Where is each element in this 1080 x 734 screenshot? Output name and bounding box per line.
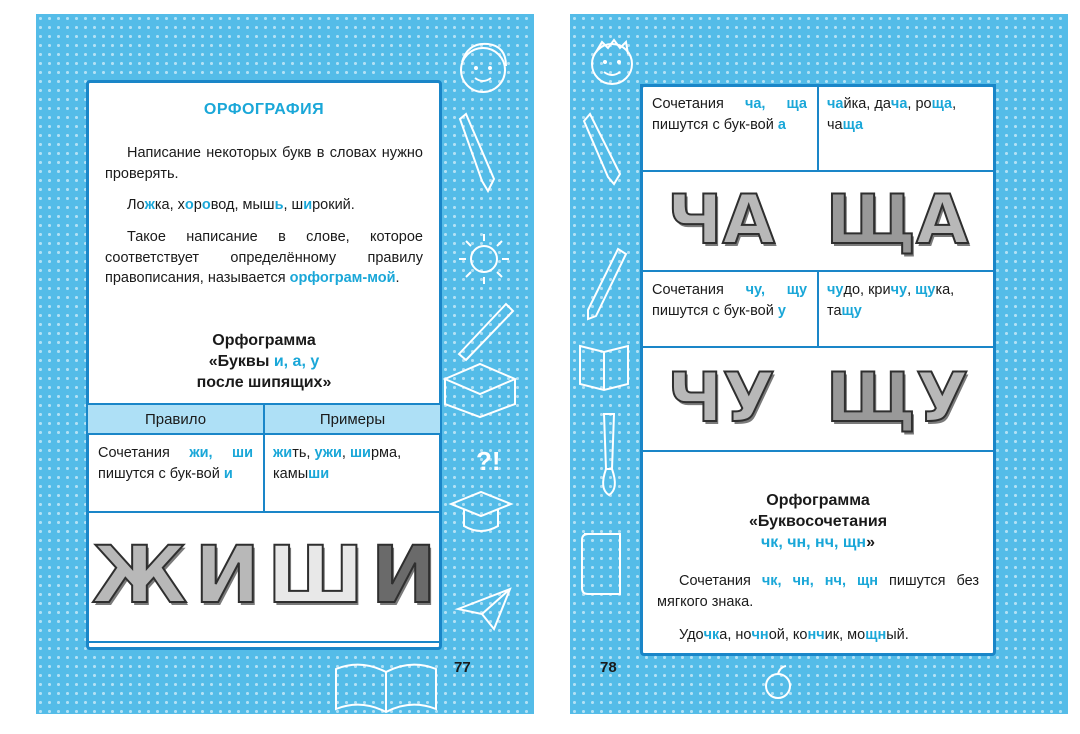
- scroll-doodle: [574, 524, 634, 604]
- pen-doodle: [580, 109, 630, 189]
- apple-doodle: [758, 662, 798, 702]
- pencil-doodle: [582, 244, 632, 324]
- letters-illustration: [642, 348, 994, 448]
- letter-figure: У: [916, 358, 969, 438]
- letter-figure: Ж: [91, 531, 188, 621]
- illustration-cell: [641, 347, 995, 451]
- letter-figure: Щ: [825, 180, 916, 260]
- letter-figure: А: [722, 180, 775, 260]
- letter-figure: Щ: [825, 358, 917, 438]
- girl-face-doodle: [448, 32, 518, 102]
- content-card: [86, 80, 442, 650]
- section-heading: Орфограмма «Буквосочетания чк, чн, нч, щн»: [748, 492, 888, 551]
- illustration-cell: [641, 171, 995, 271]
- pen-doodle: [451, 294, 521, 364]
- rules-table: [640, 84, 996, 452]
- examples-cell: жить, ужи, ширма, камыши: [264, 434, 441, 512]
- paper-plane-doodle: [454, 584, 514, 634]
- examples-cell: чайка, дача, роща, чаща: [818, 85, 995, 171]
- letter-figure: У: [722, 358, 775, 438]
- book-doodle: [440, 359, 520, 419]
- term-orthogram: орфограм-мой: [289, 270, 396, 287]
- letter-figure: И: [370, 531, 437, 621]
- letter-figure: А: [915, 180, 969, 260]
- letter-figure: Ш: [267, 531, 364, 621]
- examples-cell: чудо, кричу, щука, тащу: [818, 271, 995, 347]
- word-examples: Удочка, ночной, кончик, мощный.: [679, 627, 909, 643]
- section-heading: Орфограмма «Буквы и, а, у после шипящих»: [196, 332, 332, 391]
- question-exclamation-doodle: ?!: [476, 446, 501, 476]
- notebook-doodle: [574, 334, 634, 394]
- right-page: [570, 14, 1068, 714]
- word-examples: Ложка, хоровод, мышь, широкий.: [127, 197, 355, 213]
- sun-doodle: [454, 229, 514, 289]
- grad-cap-doodle: [446, 484, 516, 544]
- letters-illustration: [88, 513, 440, 639]
- letter-figure: И: [194, 531, 260, 621]
- rule-cell: Сочетания жи, ши пишутся с бук-вой и: [87, 434, 264, 512]
- column-header-examples: Примеры: [264, 404, 441, 434]
- letter-figure: Ч: [667, 358, 723, 438]
- column-header-rule: Правило: [87, 404, 264, 434]
- letters-illustration: [642, 172, 994, 268]
- open-book-doodle: [326, 654, 446, 714]
- rule-cell: Сочетания ча, ща пишутся с бук-вой а: [641, 85, 818, 171]
- intro-text: Написание некоторых букв в словах нужно проверять.: [105, 145, 423, 182]
- content-card: [640, 84, 996, 656]
- page-title: ОРФОГРАФИЯ: [203, 101, 325, 118]
- rule-paragraph: Сочетания чк, чн, нч, щн пишутся без мягкого знака.: [657, 573, 979, 610]
- rules-table: [86, 403, 442, 643]
- letter-figure: Ч: [667, 180, 723, 260]
- rule-cell: Сочетания чу, щу пишутся с бук-вой у: [641, 271, 818, 347]
- definition-paragraph: Такое написание в слове, которое соответствует определённому правилу правописания, называется орфограм-мой.: [105, 229, 423, 287]
- left-page: [36, 14, 534, 714]
- intro-paragraph: [105, 143, 423, 184]
- page-number: 78: [600, 659, 617, 676]
- pencil-doodle: [456, 109, 506, 199]
- illustration-cell: [87, 512, 441, 642]
- page-number: 77: [454, 659, 471, 676]
- boy-face-doodle: [582, 32, 642, 92]
- paint-brush-doodle: [584, 409, 634, 499]
